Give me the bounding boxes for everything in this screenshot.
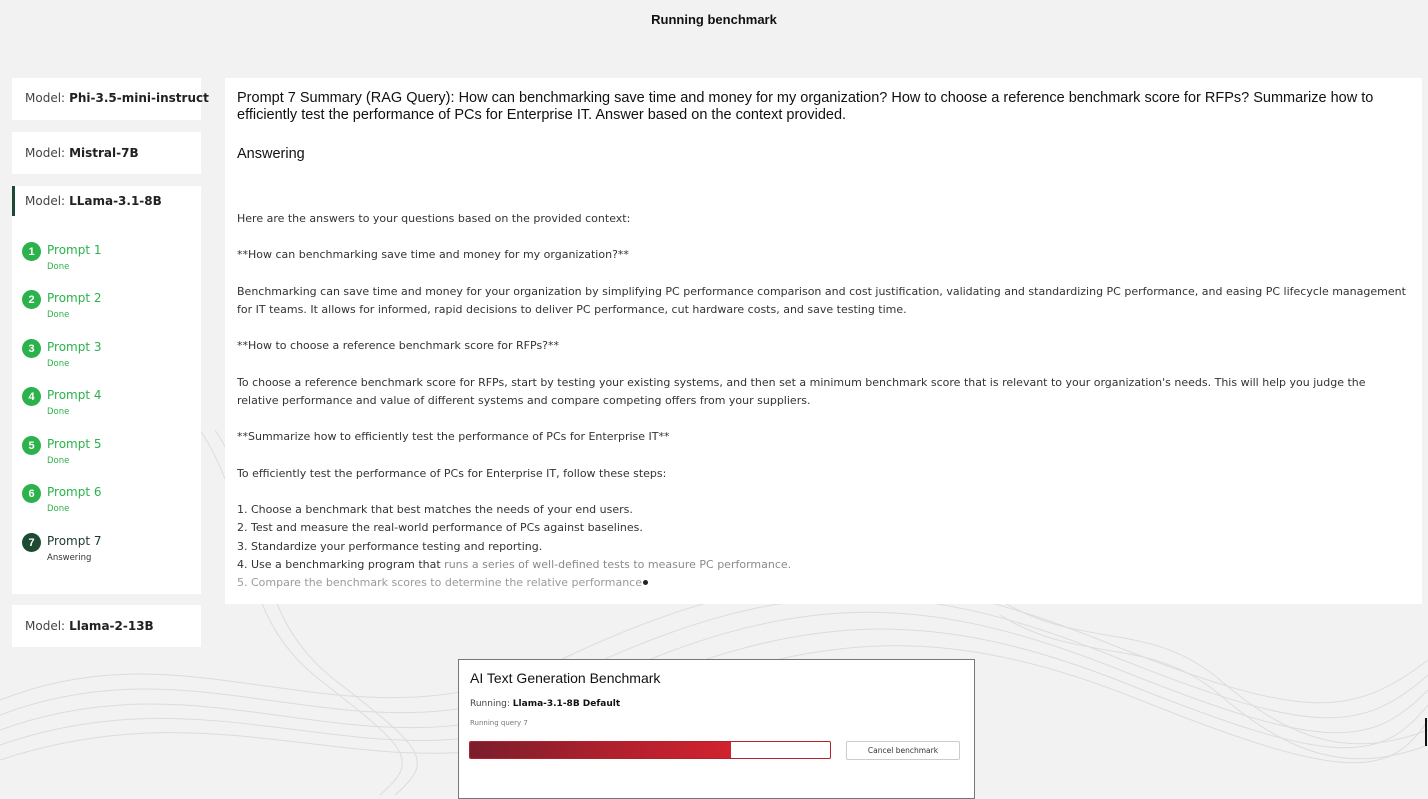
answer-paragraph-3: To efficiently test the performance of PCs for Enterprise IT, follow these steps: <box>237 466 667 480</box>
benchmark-dialog <box>458 659 975 799</box>
model-card-llama-3-1[interactable] <box>12 186 201 594</box>
answer-question-2: **How to choose a reference benchmark score for RFPs?** <box>237 339 560 353</box>
answer-status: Answering <box>237 146 305 162</box>
model-card-llama-2[interactable] <box>12 605 201 647</box>
check-step-icon: 4 <box>22 387 41 406</box>
check-step-icon: 3 <box>22 339 41 358</box>
prompt-label: Prompt 1 <box>47 243 102 257</box>
prompt-title: Prompt 7 Summary (RAG Query): How can benchmarking save time and money for my organization? How to choose a reference benchmark score for RFPs? Summarize how to efficiently test the performance of PCs for Enterprise IT. Answer based on the context provided. <box>237 90 1374 123</box>
model-name: Llama-2-13B <box>69 619 154 633</box>
prompt-status: Answering <box>47 553 92 563</box>
answer-question-1: **How can benchmarking save time and money for my organization?** <box>237 248 629 262</box>
prompt-status: Done <box>47 456 70 466</box>
running-value: Llama-3.1-8B Default <box>512 699 621 709</box>
answer-step <box>237 574 1409 592</box>
cancel-benchmark-button[interactable]: Cancel benchmark <box>846 741 960 760</box>
prompt-label: Prompt 4 <box>47 388 102 402</box>
model-prefix: Model: <box>25 91 66 105</box>
running-label: Running: <box>470 699 510 709</box>
active-step-icon: 7 <box>22 533 41 552</box>
answer-step-text: 4. Use a benchmarking program that <box>237 557 445 571</box>
prompt-label: Prompt 3 <box>47 340 102 354</box>
answer-paragraph-1: Benchmarking can save time and money for your organization by simplifying PC performance comparison and cost justification, validating and standardizing PC performance, and easing PC lifecycle management for IT teams. It allows for informed, rapid decisions to deliver PC performance, cut hardware costs, and save testing time. <box>237 284 1406 316</box>
running-model <box>470 699 620 709</box>
check-step-icon: 5 <box>22 436 41 455</box>
answer-intro: Here are the answers to your questions based on the provided context: <box>237 212 631 225</box>
streaming-text: runs a series of well-defined tests to measure PC performance. <box>444 557 792 571</box>
answer-step: 3. Standardize your performance testing and reporting. <box>237 539 543 553</box>
page-title: Running benchmark <box>651 12 777 27</box>
active-model-indicator <box>12 186 15 216</box>
answer-panel <box>225 78 1422 604</box>
progress-bar <box>469 741 831 759</box>
prompt-label: Prompt 7 <box>47 534 102 548</box>
prompt-status: Done <box>47 310 70 320</box>
prompt-status: Done <box>47 262 70 272</box>
model-prefix: Model: <box>25 619 66 633</box>
check-step-icon: 2 <box>22 290 41 309</box>
prompt-status: Done <box>47 407 70 417</box>
streaming-text: 5. Compare the benchmark scores to determine the relative performance <box>237 575 642 589</box>
check-step-icon: 1 <box>22 242 41 261</box>
model-card-phi[interactable] <box>12 78 209 120</box>
model-card-mistral[interactable] <box>12 132 201 174</box>
answer-text <box>237 210 1409 592</box>
answer-steps-list <box>237 501 1409 592</box>
model-name: Phi-3.5-mini-instruct <box>69 91 209 105</box>
model-name: Mistral-7B <box>69 146 139 160</box>
model-prefix: Model: <box>25 146 66 160</box>
answer-question-3: **Summarize how to efficiently test the performance of PCs for Enterprise IT** <box>237 430 670 444</box>
progress-fill <box>470 742 731 758</box>
answer-paragraph-2: To choose a reference benchmark score for RFPs, start by testing your existing systems, and then set a minimum benchmark score that is relevant to your organization's needs. This will help you judge the relative performance and value of different systems and compare competing offers from your suppliers. <box>237 375 1366 407</box>
prompt-label: Prompt 5 <box>47 437 102 451</box>
prompt-label: Prompt 6 <box>47 485 102 499</box>
prompt-label: Prompt 2 <box>47 291 102 305</box>
dialog-title: AI Text Generation Benchmark <box>470 670 661 686</box>
prompt-status: Done <box>47 359 70 369</box>
query-status: Running query 7 <box>470 719 528 727</box>
prompt-status: Done <box>47 504 70 514</box>
answer-step: 2. Test and measure the real-world performance of PCs against baselines. <box>237 521 643 535</box>
check-step-icon: 6 <box>22 484 41 503</box>
answer-step: 1. Choose a benchmark that best matches the needs of your end users. <box>237 503 633 517</box>
answer-step <box>237 556 1409 574</box>
mouse-cursor-icon <box>1425 718 1427 746</box>
typing-cursor-icon <box>643 580 648 585</box>
model-prefix: Model: <box>25 194 66 208</box>
model-name: LLama-3.1-8B <box>69 194 162 208</box>
